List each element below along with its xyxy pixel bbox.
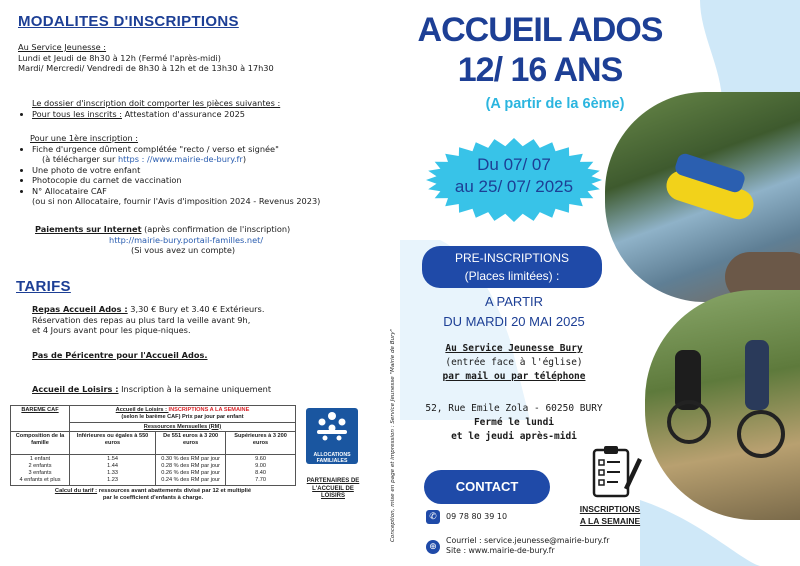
tarif-table — [10, 405, 296, 486]
globe-icon: ⊕ — [426, 540, 440, 554]
first-list-rest — [18, 165, 390, 197]
ferme-line-1: Fermé le lundi — [473, 417, 555, 428]
price-cell: 1.23 — [107, 476, 118, 483]
apartir-block — [400, 292, 628, 332]
eglise-note: (entrée face à l'église) — [445, 357, 583, 368]
tous-item — [32, 109, 392, 120]
caf-logo-text-2: FAMILIALES — [316, 458, 348, 464]
ferme-line-2: et le jeudi après-midi — [451, 431, 577, 442]
family-cell: 1 enfant — [29, 456, 51, 463]
accueil-title-b: INSCRIPTIONS A LA SEMAINE — [168, 407, 250, 413]
loisirs-text: Inscription à la semaine uniquement — [118, 384, 272, 394]
list-item: • Photocopie du carnet de vaccination — [32, 175, 390, 186]
calcul-text-2: par le coefficient d'enfants à charge. — [102, 494, 204, 501]
phone-number[interactable]: 09 78 80 39 10 — [446, 512, 508, 521]
price-cell: 1.33 — [107, 469, 118, 476]
partenaires-label: PARTENAIRES DE L'ACCUEIL DE LOISIRS — [306, 478, 360, 499]
mairie-link[interactable]: https : //www.mairie-de-bury.fr — [117, 154, 243, 164]
caf-logo-text-1: ALLOCATIONS — [313, 452, 351, 458]
price-cell: 9.00 — [255, 463, 266, 470]
ressources-cell: Ressources Mensuelles (RM) — [70, 422, 296, 432]
site[interactable]: Site : www.mairie-de-bury.fr — [446, 546, 555, 555]
tous-label: Pour tous les inscrits : — [32, 108, 122, 119]
accueil-title-a: Accueil de Loisirs : — [115, 407, 169, 413]
caf-logo — [306, 408, 358, 464]
caf-emblem-icon — [306, 408, 358, 448]
web-block — [446, 536, 609, 556]
apartir-line-2: DU MARDI 20 MAI 2025 — [443, 314, 585, 329]
tous-text: Attestation d'assurance 2025 — [121, 108, 246, 119]
repas-line-3: et 4 Jours avant pour les pique-niques. — [32, 325, 191, 335]
courriel[interactable]: Courriel : service.jeunesse@mairie-bury.fr — [446, 536, 610, 545]
first-list — [18, 144, 390, 155]
calcul-label: Calcul du tarif : — [54, 487, 98, 494]
paiement-label: Paiements sur Internet — [35, 224, 142, 234]
dossier-list — [18, 109, 392, 120]
calcul-text: ressources avant abattements divisé par 12 et multiplié — [97, 487, 252, 494]
service-name: Au Service Jeunesse Bury — [445, 343, 583, 354]
first-inscription-block — [18, 133, 390, 207]
phone-icon: ✆ — [426, 510, 440, 524]
download-suffix: ) — [242, 154, 247, 164]
loisirs-line — [32, 384, 271, 395]
price-cell: 7.70 — [255, 476, 266, 483]
family-cell: 4 enfants et plus — [19, 476, 61, 483]
cyclist-icon — [745, 340, 769, 410]
price-cell: 8.40 — [255, 469, 266, 476]
vertical-credit: Conception, mise en page et impression : Service Jeunesse "Mairie de Bury" — [390, 328, 396, 542]
hours-line-2: Mardi/ Mercredi/ Vendredi de 8h30 à 12h et de 13h30 à 17h30 — [18, 63, 274, 73]
price-cell: 9.60 — [255, 456, 266, 463]
date-start: Du 07/ 07 — [477, 155, 551, 174]
price-cell: 0.28 % des RM par jour — [161, 463, 220, 470]
vertical-credit-wrap — [388, 292, 400, 542]
apartir-line-1: A PARTIR — [484, 294, 544, 309]
family-cell: 3 enfants — [28, 469, 52, 476]
age-title: 12/ 16 ANS — [457, 51, 623, 89]
rafting-photo — [605, 92, 800, 302]
clipboard-icon — [588, 444, 644, 500]
price-cell: 0.24 % des RM par jour — [161, 476, 220, 483]
contact-button[interactable]: CONTACT — [424, 470, 550, 504]
download-prefix: (à télécharger sur — [42, 154, 118, 164]
repas-label: Repas Accueil Ados : — [32, 304, 128, 314]
service-heading: Au Service Jeunesse : — [18, 42, 107, 52]
repas-text: 3,30 € Bury et 3.40 € Extérieurs. — [127, 304, 265, 314]
price-cell: 1.54 — [107, 456, 118, 463]
subtitle: (A partir de la 6ème) — [485, 96, 625, 112]
dossier-heading: Le dossier d'inscription doit comporter les pièces suivantes : — [32, 98, 281, 108]
service-hours-block — [18, 42, 388, 74]
hours-line-1: Lundi et Jeudi de 8h30 à 12h (Fermé l'après-midi) — [18, 52, 221, 63]
wheel-icon — [667, 400, 711, 444]
calcul-note — [10, 488, 296, 502]
date-block — [424, 154, 604, 198]
pre-inscriptions-badge — [422, 246, 602, 288]
repas-line-2: Réservation des repas au plus tard la veille avant 9h, — [32, 314, 251, 325]
mail-phone-note: par mail ou par téléphone — [442, 371, 586, 382]
inscriptions-semaine — [570, 503, 650, 527]
list-item: • Une photo de votre enfant — [32, 165, 390, 176]
pericentre-note: Pas de Péricentre pour l'Accueil Ados. — [32, 350, 208, 360]
col2-header: De 551 euros à 3 200 euros — [156, 432, 226, 455]
paiement-note: (Si vous avez un compte) — [131, 245, 236, 255]
inscriptions-line-1: INSCRIPTIONS — [579, 504, 641, 514]
table-row — [11, 455, 296, 485]
address: 52, Rue Emile Zola - 60250 BURY — [425, 403, 603, 414]
pre-line-1: PRE-INSCRIPTIONS — [454, 251, 569, 265]
repas-block — [32, 304, 392, 336]
price-cell: 0.30 % des RM par jour — [161, 456, 220, 463]
wheel-icon — [737, 410, 785, 458]
service-block — [400, 342, 628, 384]
download-line — [42, 154, 390, 165]
price-cell: 0.26 % des RM par jour — [161, 469, 220, 476]
pre-line-2: (Places limitées) : — [464, 269, 560, 283]
list-item: • Fiche d'urgence dûment complétée "recto / verso et signée" — [32, 144, 390, 155]
col3-header: Supérieures à 3 200 euros — [226, 432, 296, 455]
accueil-header-cell — [70, 406, 296, 423]
first-heading: Pour une 1ère inscription : — [30, 133, 139, 143]
col1-header: Inférieures ou égales à 550 euros — [70, 432, 156, 455]
dossier-block — [32, 98, 392, 119]
accueil-sub: (selon le barème CAF) Prix par jour par enfant — [121, 413, 244, 420]
bareme-label: BAREME CAF — [21, 407, 59, 413]
date-end: au 25/ 07/ 2025 — [454, 177, 574, 196]
family-cell: 2 enfants — [28, 463, 52, 470]
portail-link[interactable]: http://mairie-bury.portail-familles.net/ — [109, 234, 264, 245]
tarifs-title: TARIFS — [16, 278, 71, 295]
paiement-text: (après confirmation de l'inscription) — [141, 224, 291, 234]
main-title: ACCUEIL ADOS — [417, 11, 663, 49]
inscriptions-line-2: A LA SEMAINE — [579, 516, 641, 526]
right-page — [400, 0, 800, 566]
tarif-table-wrap — [10, 405, 296, 502]
caf-note: (ou si non Allocataire, fournir l'Avis d'imposition 2024 - Revenus 2023) — [32, 196, 321, 206]
loisirs-label: Accueil de Loisirs : — [32, 384, 119, 394]
composition-cell: Composition de la famille — [11, 432, 70, 455]
paiement-block — [35, 224, 375, 256]
price-cell: 1.44 — [107, 463, 118, 470]
modalites-title: MODALITES D'INSCRIPTIONS — [18, 13, 239, 30]
address-block — [400, 402, 628, 444]
list-item: • N° Allocataire CAF — [32, 186, 390, 197]
